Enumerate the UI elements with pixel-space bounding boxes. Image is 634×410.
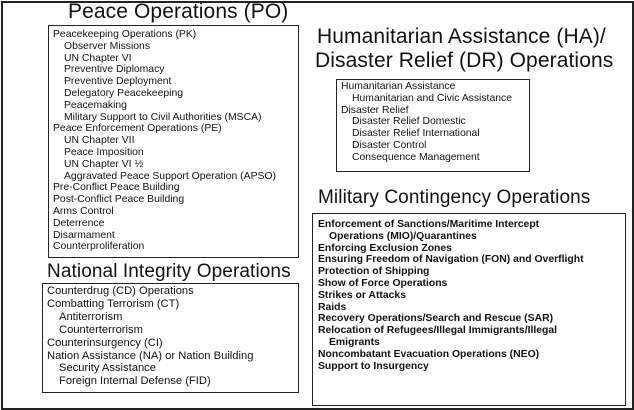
- peace-operations-title: Peace Operations (PO): [68, 0, 289, 23]
- peace-operations-subitem: UN Chapter VI: [64, 52, 132, 64]
- national-integrity-item: Nation Assistance (NA) or Nation Building: [47, 349, 254, 362]
- peace-operations-subitem: Preventive Deployment: [64, 76, 172, 88]
- peace-operations-item: Disarmament: [53, 229, 115, 241]
- peace-operations-subitem: Observer Missions: [64, 40, 151, 52]
- humanitarian-title-line1: Humanitarian Assistance (HA)/: [317, 25, 606, 48]
- humanitarian-subitem: Disaster Relief International: [352, 128, 480, 140]
- humanitarian-item: Disaster Relief: [341, 104, 409, 116]
- national-integrity-subitem: Antiterrorism: [59, 310, 123, 323]
- military-contingency-item: Enforcement of Sanctions/Maritime Intercept: [318, 219, 540, 230]
- peace-operations-subitem: Military Support to Civil Authorities (MSCA): [64, 111, 262, 123]
- military-contingency-list: [313, 214, 625, 372]
- military-contingency-subitem: Emigrants: [329, 336, 380, 348]
- military-contingency-item: Protection of Shipping: [318, 266, 430, 278]
- national-integrity-subitem: Security Assistance: [59, 362, 156, 375]
- humanitarian-subitem: Consequence Management: [352, 151, 480, 163]
- peace-operations-item: Post-Conflict Peace Building: [53, 194, 185, 206]
- national-integrity-item: Counterinsurgency (CI): [47, 336, 163, 349]
- peace-operations-subitem: UN Chapter VI ½: [64, 158, 144, 170]
- military-contingency-item: Recovery Operations/Search and Rescue (SAR): [318, 313, 554, 325]
- peace-operations-subitem: UN Chapter VII: [64, 135, 135, 147]
- humanitarian-list: [337, 80, 529, 164]
- military-contingency-item: Support to Insurgency: [318, 360, 429, 372]
- peace-operations-subitem: Preventive Diplomacy: [64, 64, 165, 76]
- military-contingency-box: [312, 213, 626, 406]
- peace-operations-item: Counterproliferation: [53, 241, 145, 253]
- national-integrity-item: Counterdrug (CD) Operations: [47, 285, 194, 297]
- humanitarian-subitem: Disaster Control: [352, 139, 427, 151]
- peace-operations-item: Arms Control: [53, 205, 114, 217]
- military-contingency-title: Military Contingency Operations: [318, 187, 591, 208]
- military-contingency-item: Show of Force Operations: [318, 277, 448, 289]
- peace-operations-subitem: Delegatory Peacekeeping: [64, 87, 183, 99]
- military-contingency-subitem: Operations (MIO)/Quarantines: [329, 230, 477, 242]
- peace-operations-list: [49, 26, 298, 253]
- national-integrity-item: Combatting Terrorism (CT): [47, 297, 180, 310]
- humanitarian-subitem: Humanitarian and Civic Assistance: [352, 92, 512, 104]
- humanitarian-box: [336, 79, 530, 172]
- peace-operations-subitem: Peace Imposition: [64, 146, 144, 158]
- military-contingency-item: Strikes or Attacks: [318, 289, 406, 301]
- peace-operations-subitem: Peacemaking: [64, 99, 127, 111]
- national-integrity-subitem: Foreign Internal Defense (FID): [59, 375, 211, 388]
- humanitarian-subitem: Disaster Relief Domestic: [352, 116, 466, 128]
- national-integrity-title: National Integrity Operations: [47, 261, 291, 282]
- peace-operations-item: Peacekeeping Operations (PK): [53, 29, 197, 40]
- national-integrity-box: [42, 283, 299, 393]
- peace-operations-item: Peace Enforcement Operations (PE): [53, 123, 222, 135]
- military-contingency-item: Relocation of Refugees/Illegal Immigrants/Illegal: [318, 325, 558, 337]
- peace-operations-subitem: Aggravated Peace Support Operation (APSO): [64, 170, 276, 182]
- military-contingency-item: Enforcing Exclusion Zones: [318, 242, 452, 254]
- peace-operations-item: Pre-Conflict Peace Building: [53, 182, 180, 194]
- military-contingency-item: Noncombatant Evacuation Operations (NEO): [318, 348, 540, 360]
- military-contingency-item: Raids: [318, 301, 347, 313]
- national-integrity-subitem: Counterterrorism: [59, 323, 143, 336]
- military-contingency-item: Ensuring Freedom of Navigation (FON) and Overflight: [318, 254, 584, 266]
- peace-operations-item: Deterrence: [53, 217, 105, 229]
- national-integrity-list: [43, 284, 298, 388]
- humanitarian-title-line2: Disaster Relief (DR) Operations: [315, 49, 614, 72]
- humanitarian-item: Humanitarian Assistance: [341, 81, 456, 92]
- peace-operations-box: [48, 25, 299, 258]
